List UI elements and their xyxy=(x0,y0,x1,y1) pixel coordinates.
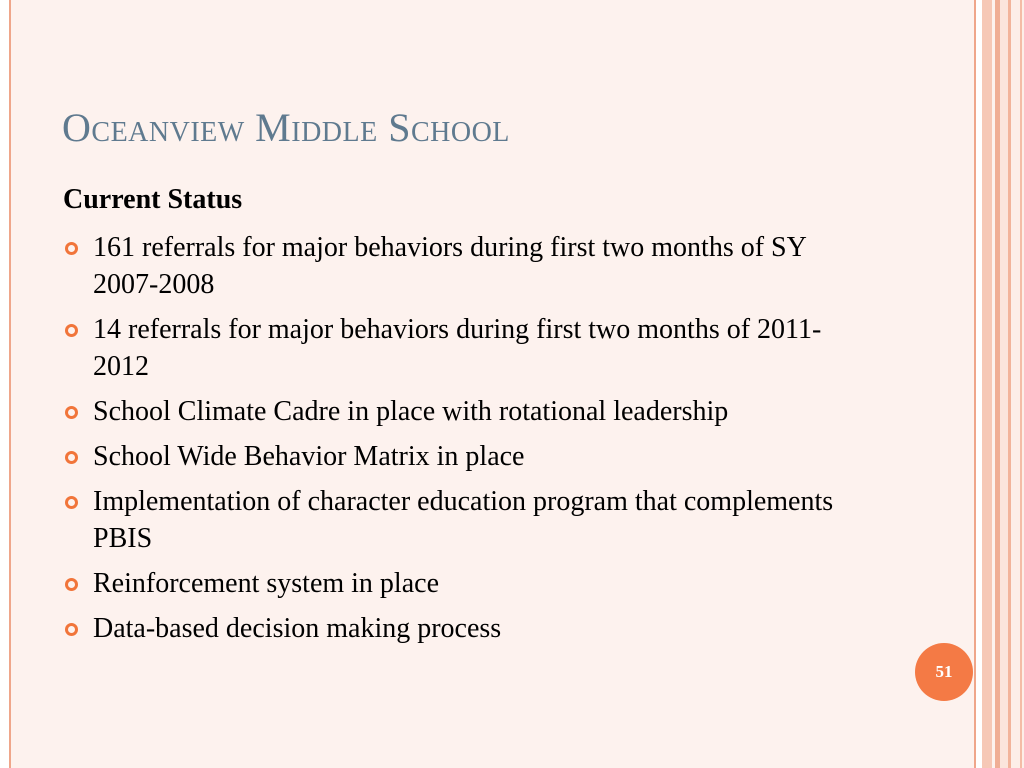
bullet-item xyxy=(63,610,863,647)
bullet-text: School Wide Behavior Matrix in place xyxy=(93,441,525,472)
bullet-item xyxy=(63,311,863,385)
page-number: 51 xyxy=(935,662,953,681)
slide-title: Oceanview Middle School xyxy=(62,105,510,150)
bullet-text: School Climate Cadre in place with rotational leadership xyxy=(93,396,729,427)
bullet-item xyxy=(63,229,863,303)
bullet-item xyxy=(63,483,863,557)
bullet-list xyxy=(63,229,863,655)
ring-bullet-icon xyxy=(65,451,78,464)
decorative-stripe xyxy=(1011,0,1024,768)
ring-bullet-icon xyxy=(65,496,78,509)
decorative-stripe xyxy=(982,0,992,768)
decorative-stripe xyxy=(1020,0,1022,768)
ring-bullet-icon xyxy=(65,578,78,591)
bullet-text: 14 referrals for major behaviors during first two months of 2011-2012 xyxy=(93,314,822,382)
bullet-text: Implementation of character education program that complements PBIS xyxy=(93,486,834,554)
bullet-text: Reinforcement system in place xyxy=(93,568,439,599)
ring-bullet-icon xyxy=(65,242,78,255)
decorative-stripe xyxy=(1000,0,1008,768)
bullet-text: 161 referrals for major behaviors during first two months of SY 2007-2008 xyxy=(93,232,806,300)
bullet-item xyxy=(63,565,863,602)
bullet-item xyxy=(63,393,863,430)
bullet-item xyxy=(63,438,863,475)
bullet-text: Data-based decision making process xyxy=(93,613,502,644)
slide-subtitle: Current Status xyxy=(63,184,243,215)
page-number-badge xyxy=(915,643,973,701)
ring-bullet-icon xyxy=(65,406,78,419)
ring-bullet-icon xyxy=(65,324,78,337)
ring-bullet-icon xyxy=(65,623,78,636)
